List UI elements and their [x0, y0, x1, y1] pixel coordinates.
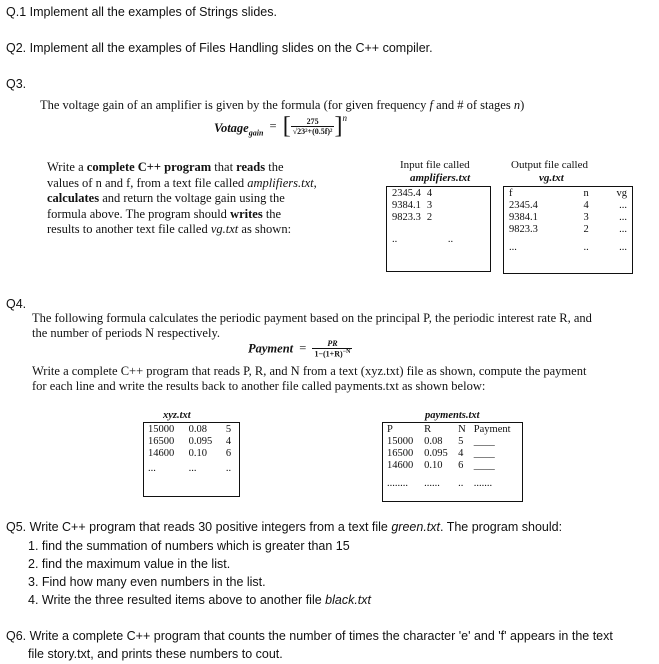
output-file-table	[506, 188, 630, 254]
table-header-row: P R N Payment	[387, 424, 511, 435]
table-row: 14600 0.10 6 ____	[387, 460, 495, 471]
table-row: ........ ...... .. .......	[387, 478, 493, 489]
question-5-intro: Q5. Write C++ program that reads 30 positive integers from a text file green.txt. The program should:	[6, 520, 563, 534]
input-file-table	[389, 188, 456, 246]
voltage-gain-formula: Votage$_{gain}$ = [ $\frac{275}{\text{√23²+(0.5f)²}}$ ]$^n$	[214, 113, 347, 139]
table-row: .. ..	[392, 234, 454, 245]
list-item: 2. find the maximum value in the list.	[28, 557, 231, 571]
table-row: 16500 0.095 4 ____	[387, 448, 495, 459]
question-4-paragraph-1: The following formula calculates the periodic payment based on the principal P, the periodic interest rate R, and the number of periods N respectively.	[32, 311, 592, 340]
question-6: Q6. Write a complete C++ program that counts the number of times the character 'e' and 'f' appears in the text file story.txt, and prints these numbers to cout.	[6, 629, 613, 661]
question-3-intro: The voltage gain of an amplifier is given by the formula (for given frequency f and # of stages n)	[40, 98, 525, 112]
table-row: 9823.3 2 ...	[509, 224, 627, 235]
list-item: 3. Find how many even numbers in the list.	[28, 575, 266, 589]
xyz-file-table	[145, 424, 237, 475]
question-3-paragraph: Write a complete C++ program that reads the values of n and f, from a text file called amplifiers.txt, calculates and return the voltage gain using the formula above. The program should writes the results to another text file called vg.txt as shown:	[47, 160, 317, 236]
table-row: ... ... ..	[148, 463, 232, 474]
question-1: Q.1 Implement all the examples of Strings slides.	[6, 5, 277, 19]
table-row: 15000 0.08 5	[148, 424, 232, 435]
list-item: 4. Write the three resulted items above to another file black.txt	[28, 593, 372, 607]
payments-file-table	[384, 424, 520, 490]
table-row: 16500 0.095 4	[148, 436, 232, 447]
payments-file-box	[382, 422, 523, 502]
question-4-paragraph-2: Write a complete C++ program that reads P, R, and N from a text (xyz.txt) file as shown, compute the payment for each line and write the results back to another file called payments.txt as shown below:	[32, 364, 587, 393]
output-file-box	[503, 186, 633, 274]
table-row: 9384.1 3 ...	[509, 212, 627, 223]
question-4-label: Q4.	[6, 297, 27, 311]
question-2: Q2. Implement all the examples of Files Handling slides on the C++ compiler.	[6, 41, 433, 55]
output-file-name: vg.txt	[539, 172, 564, 184]
question-3-label: Q3.	[6, 77, 27, 91]
table-row: 2345.4 4 ...	[509, 200, 627, 211]
input-file-box	[386, 186, 491, 272]
table-row: 14600 0.10 6	[148, 448, 232, 459]
question-5-list	[28, 537, 371, 609]
table-header-row: f n vg	[509, 188, 627, 199]
table-row: 2345.4 4	[392, 188, 433, 199]
output-file-title: Output file called	[511, 159, 588, 171]
input-file-title: Input file called	[400, 159, 470, 171]
input-file-name: amplifiers.txt	[410, 172, 471, 184]
payments-file-name: payments.txt	[425, 410, 480, 421]
payment-formula: Payment = $\frac{PR}{1-(1+R)^{-N}}$	[248, 339, 351, 359]
xyz-file-box	[143, 422, 240, 497]
table-row: 9384.1 3	[392, 200, 433, 211]
list-item: 1. find the summation of numbers which is greater than 15	[28, 539, 350, 553]
table-row: ... .. ...	[509, 242, 627, 253]
table-row: 9823.3 2	[392, 212, 433, 223]
table-row: 15000 0.08 5 ____	[387, 436, 495, 447]
xyz-file-name: xyz.txt	[163, 410, 191, 421]
